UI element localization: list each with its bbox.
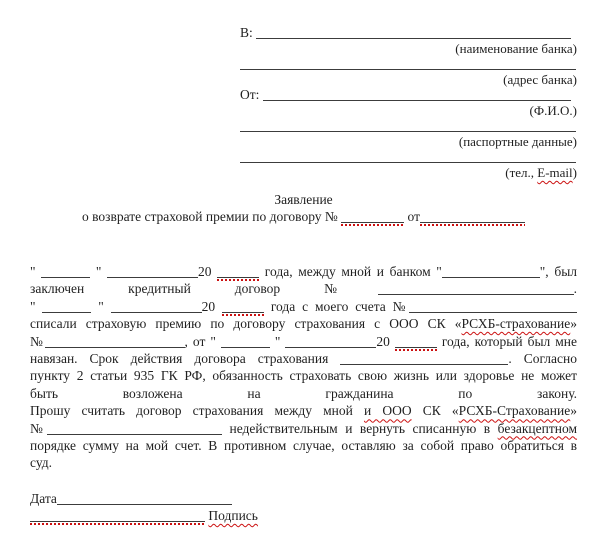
blank-field <box>240 151 576 163</box>
text-segment: » <box>570 403 577 419</box>
text-segment: от <box>404 209 421 224</box>
text-line <box>30 437 577 454</box>
blank-field <box>217 266 259 278</box>
text-segment: года, который был мне <box>436 333 578 349</box>
text-segment: РСХБ-страхование <box>461 316 571 332</box>
blank-field <box>240 58 576 70</box>
text-segment: списали страховую премию по договору страхования с ООО СК « <box>30 316 462 332</box>
blank-field <box>378 283 574 295</box>
fio-caption <box>240 104 577 117</box>
text-segment: (паспортные данные) <box>458 134 577 149</box>
text-segment: суд. <box>30 455 52 471</box>
text-segment: " <box>269 333 286 349</box>
text-segment: РСХБ-Страхование <box>458 403 571 419</box>
text-line <box>30 263 577 280</box>
text-segment: ) <box>572 165 577 180</box>
blank-field <box>222 301 264 313</box>
text-segment: Подпись <box>208 507 258 523</box>
text-line <box>30 333 577 350</box>
text-segment: Дата <box>30 490 57 506</box>
text-segment: заключен кредитный договор № <box>30 281 378 297</box>
text-segment: года, между мной и банком " <box>259 264 442 279</box>
passport-caption <box>240 135 577 148</box>
blank-field <box>47 423 222 435</box>
text-segment: № <box>30 333 45 349</box>
text-segment: Прошу считать договор страхования между мной <box>30 403 364 419</box>
text-segment: № <box>30 420 47 436</box>
blank-field <box>256 27 571 39</box>
signature-line <box>30 507 577 524</box>
title-block <box>30 191 577 225</box>
text-segment: E-mail <box>537 165 573 180</box>
blank-field <box>340 353 508 365</box>
text-segment: безакцептном <box>497 420 578 436</box>
blank-field <box>111 301 202 313</box>
blank-field <box>57 493 232 505</box>
blank-field <box>107 266 198 278</box>
text-segment: (наименование банка) <box>455 41 577 56</box>
blank-field <box>263 89 571 101</box>
text-line <box>30 298 577 315</box>
bank-address-caption <box>240 73 577 86</box>
recipient-header-block <box>240 24 577 179</box>
bank-address-line <box>240 55 577 73</box>
contacts-line <box>240 148 577 166</box>
blank-field <box>30 510 205 522</box>
text-segment: и ООО <box>363 403 412 419</box>
text-segment: (тел., <box>505 165 538 180</box>
text-segment: быть возложена на гражданина по закону. <box>30 385 577 401</box>
document-title <box>30 191 577 208</box>
text-segment: пункту 2 статьи 935 ГК РФ, обязанность страховать свою жизнь или здоровье не может <box>30 368 577 384</box>
text-segment: " <box>30 298 43 314</box>
text-segment: 20 <box>201 298 222 314</box>
text-segment: . <box>573 281 577 297</box>
signature-block <box>30 490 577 524</box>
text-segment: (Ф.И.О.) <box>529 103 577 118</box>
text-segment: От: <box>240 87 263 102</box>
text-line <box>30 280 577 297</box>
text-segment: о возврате страховой премии по договору № <box>81 209 342 224</box>
blank-field <box>45 336 185 348</box>
blank-field <box>341 211 404 223</box>
text-line <box>30 367 577 384</box>
text-segment: СК « <box>411 403 459 419</box>
text-line <box>30 420 577 437</box>
text-line <box>30 402 577 419</box>
text-line <box>30 385 577 402</box>
text-segment: " <box>90 264 107 279</box>
text-segment: (адрес банка) <box>503 72 577 87</box>
text-line <box>30 350 577 367</box>
text-line <box>30 315 577 332</box>
text-segment: " <box>30 264 42 279</box>
text-segment: порядке сумму на мой счет. В противном случае, оставляю за собой право обратиться в <box>30 438 577 454</box>
text-segment: » <box>570 316 577 332</box>
text-segment: 20 <box>376 333 395 349</box>
date-line <box>30 490 577 507</box>
text-line <box>30 454 577 471</box>
text-segment: 20 <box>197 264 218 279</box>
blank-field <box>420 211 525 223</box>
passport-line <box>240 117 577 135</box>
addressee-to-line <box>240 24 577 42</box>
blank-field <box>42 301 91 313</box>
contacts-caption <box>240 166 577 179</box>
text-segment: В: <box>240 25 257 40</box>
text-segment: навязан. Срок действия договора страхования <box>30 351 341 367</box>
blank-field <box>409 301 577 313</box>
text-segment: , от " <box>184 333 221 349</box>
body-paragraph <box>30 263 577 472</box>
blank-field <box>442 266 540 278</box>
text-segment: . Согласно <box>508 351 577 367</box>
document-subtitle <box>30 208 577 225</box>
blank-field <box>285 336 376 348</box>
text-segment: ", был <box>539 264 578 279</box>
blank-field <box>221 336 270 348</box>
text-segment: " <box>91 298 111 314</box>
blank-field <box>395 336 437 348</box>
text-segment: Заявление <box>274 192 333 207</box>
text-segment: недействительным и вернуть списанную в <box>222 420 498 436</box>
text-segment: года с моего счета № <box>263 298 409 314</box>
bank-name-caption <box>240 42 577 55</box>
blank-field <box>41 266 90 278</box>
blank-field <box>240 120 576 132</box>
addressee-from-line <box>240 86 577 104</box>
